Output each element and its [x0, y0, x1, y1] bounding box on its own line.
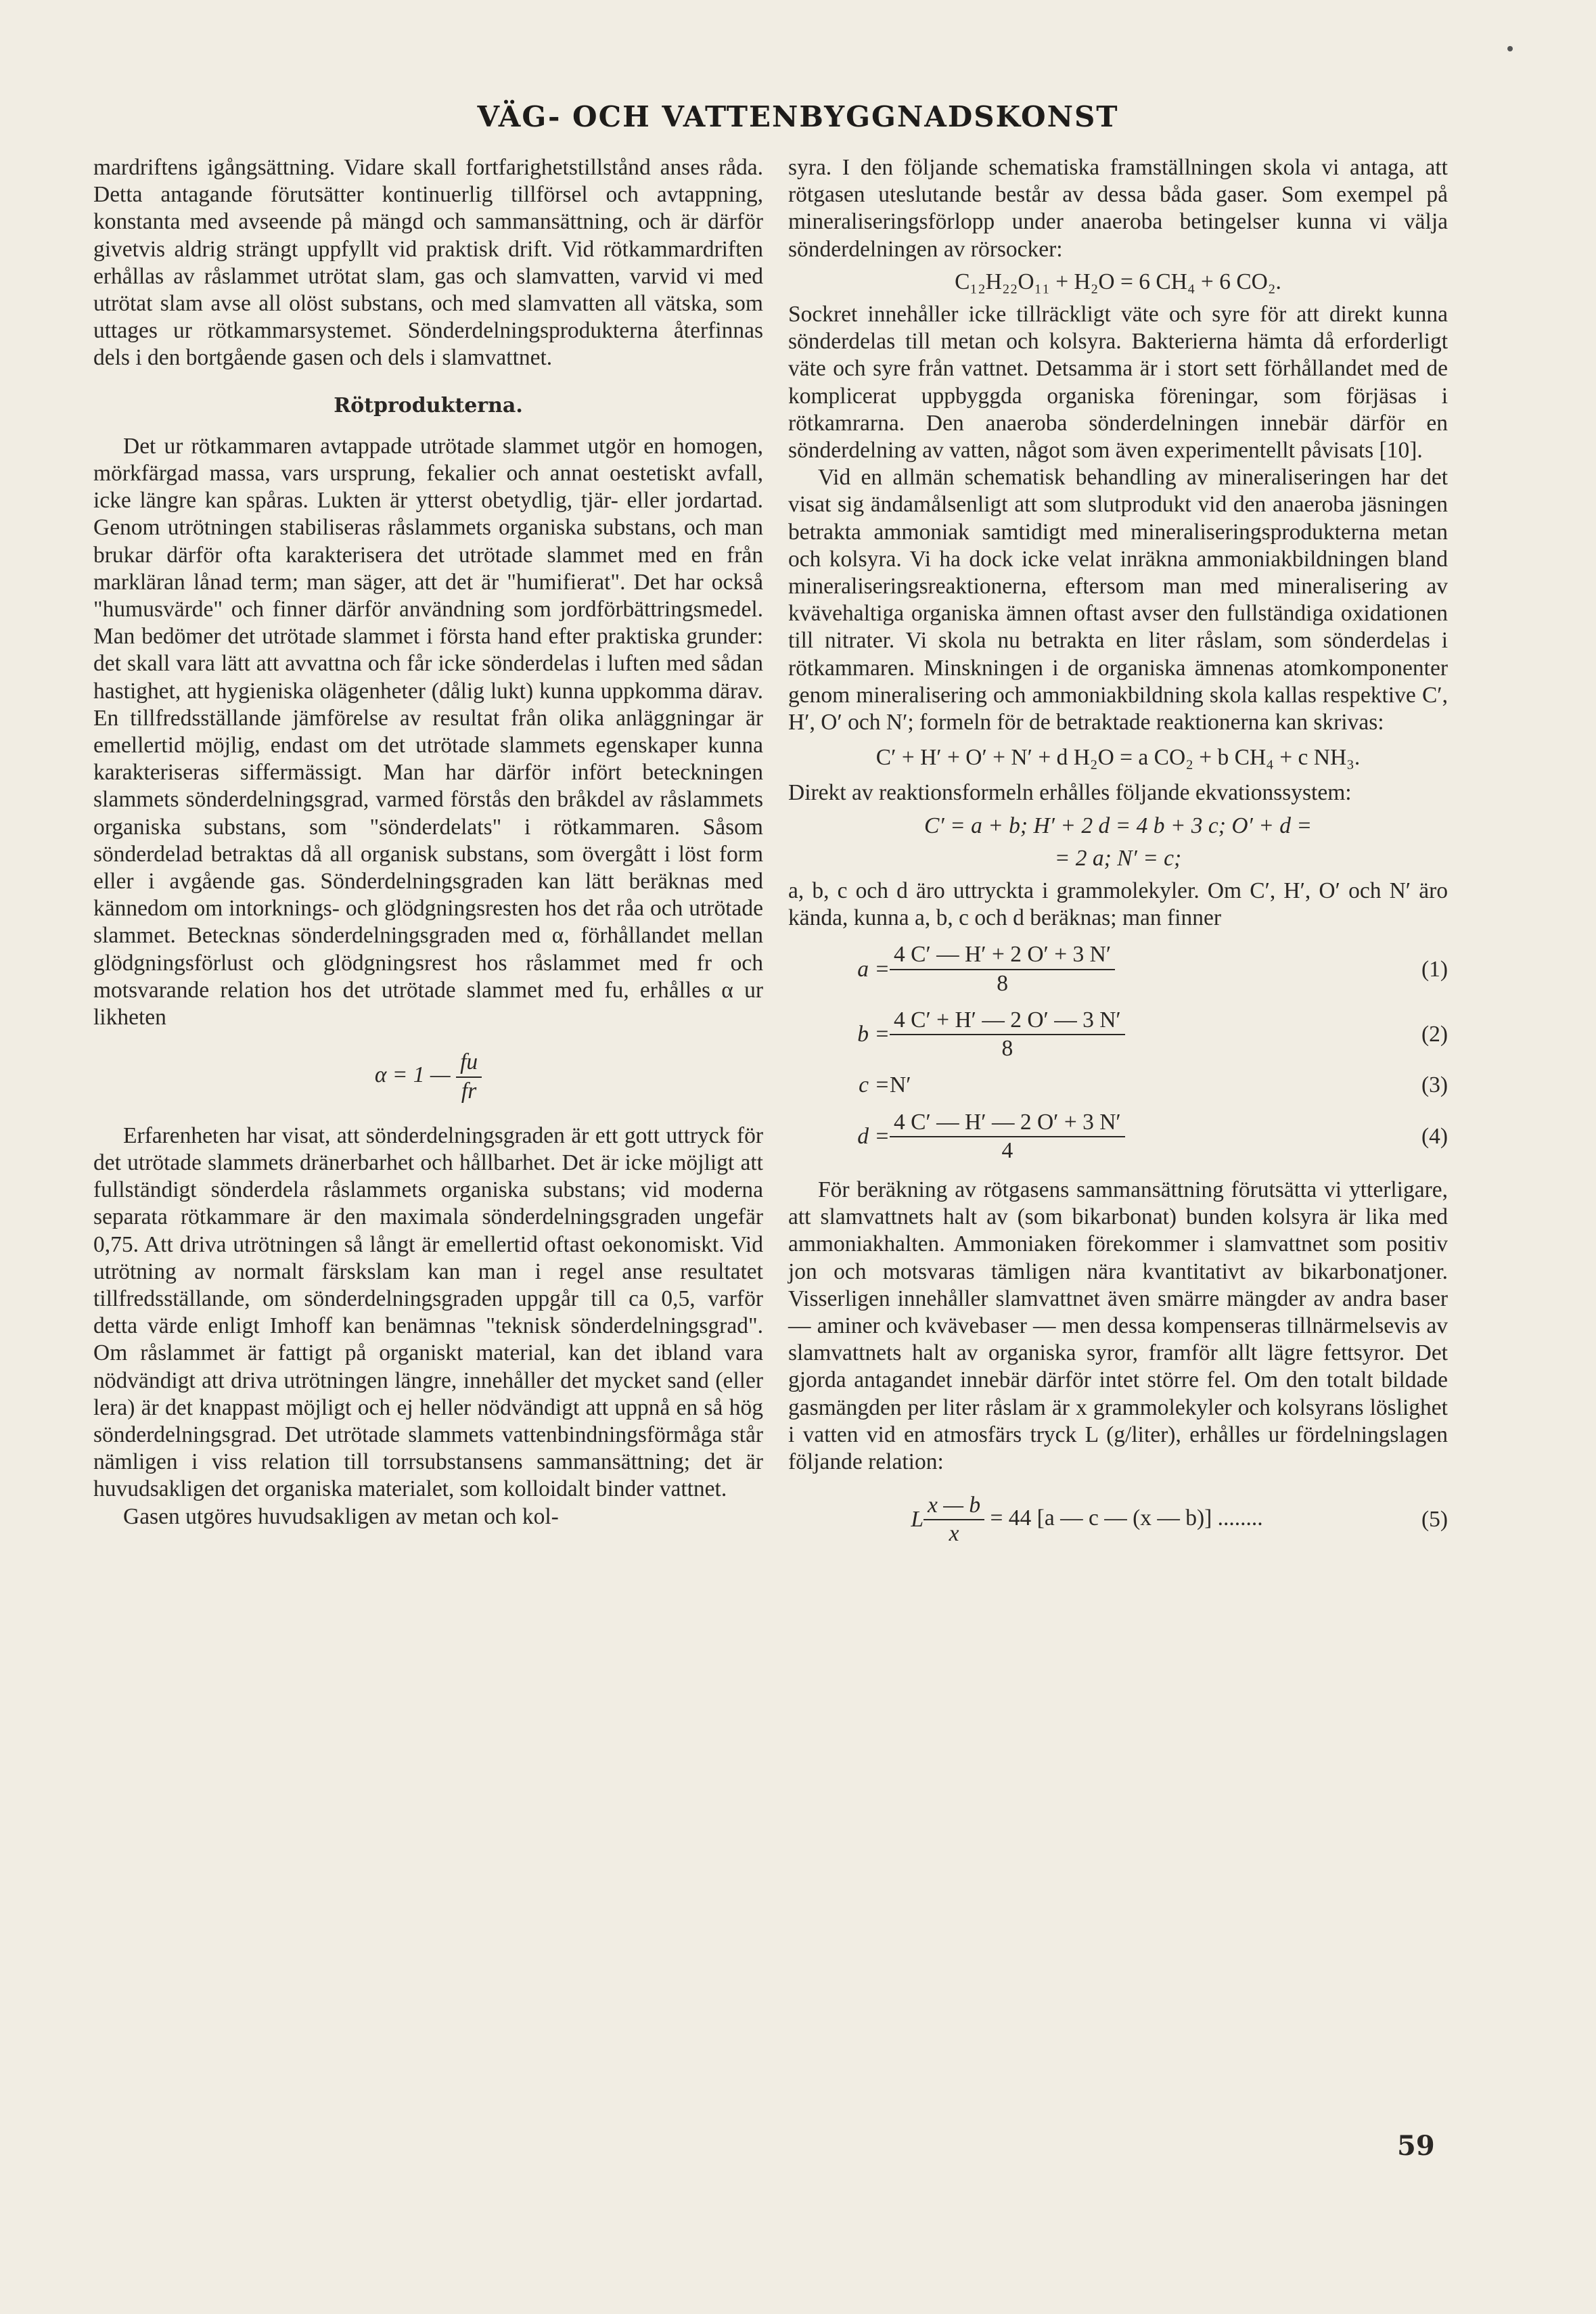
- right-column: [788, 154, 1448, 1558]
- equation-fraction: [890, 941, 1115, 997]
- paragraph: Direkt av reaktionsformeln erhålles följande ekvationssystem:: [788, 780, 1352, 806]
- paragraph: Gasen utgöres huvudsakligen av metan och kol-: [123, 1503, 559, 1529]
- equation-system-line1: C′ = a + b; H′ + 2 d = 4 b + 3 c; O′ + d =: [924, 813, 1312, 838]
- equation-system-line2: = 2 a; N′ = c;: [1054, 845, 1182, 871]
- equation-lhs: a =: [857, 956, 890, 982]
- equation-5: [788, 1492, 1448, 1547]
- fraction-numerator: 4 C′ — H′ + 2 O′ + 3 N′: [890, 941, 1115, 970]
- fraction-numerator: fu: [456, 1049, 482, 1077]
- paragraph: Erfarenheten har visat, att sönderdelningsgraden är ett gott uttryck för det utrötade slammets dränerbarhet och hållbarhet. Det är icke möjligt att fullständigt sönderdela råslammets organiska substans; vid moderna separata rötkammare är den maximala sönderdelningsgraden ungefär 0,75. Att driva utrötningen så långt är emellertid oftast oekonomiskt. Vid utrötning av normalt färskslam kan man i regel anse resultatet tillfredsställande, om sönderdelningsgraden uppgår till ca 0,5, varför detta värde enligt Imhoff kan benämnas "teknisk sönderdelningsgrad". Om råslammet är fattigt på organiskt material, kan det ibland vara nödvändigt att driva utrötningen längre, innehåller det mycket sand (eller lera) är det knappast möjligt och ej heller nödvändigt att uppnå en så hög sönderdelningsgrad. Det utrötade slammets vattenbindningsförmåga står nämligen i viss relation till torrsubstansens sammansättning; det är huvudsakligen det organiska materialet, som kolloidalt binder vattnet.: [93, 1122, 763, 1502]
- paragraph: mardriftens igångsättning. Vidare skall fortfarighetstillstånd anses råda. Detta antagande förutsätter kontinuerlig tillförsel och avtappning, konstanta med avseende på mängd och sammansättning, och är därför givetvis aldrig strängt uppfyllt vid praktisk drift. Vid rötkammardriften erhållas av råslammet utrötat slam, gas och slamvatten, varvid vi med utrötat slam avse all olöst substans, och med slamvatten all vätska, som uttages ur rötkammarsystemet. Sönderdelningsprodukterna återfinnas dels i den bortgående gasen och dels i slamvattnet.: [93, 155, 763, 371]
- equation-4: [788, 1109, 1448, 1164]
- section-heading: Rötprodukterna.: [334, 393, 523, 417]
- fraction-denominator: fr: [461, 1078, 477, 1104]
- page-number: 59: [1397, 2130, 1435, 2162]
- fraction-numerator: 4 C′ + H′ — 2 O′ — 3 N′: [890, 1007, 1125, 1035]
- ink-speck: [1507, 46, 1513, 51]
- fraction-numerator: 4 C′ — H′ — 2 O′ + 3 N′: [890, 1109, 1125, 1137]
- equation-alpha: [93, 1049, 763, 1104]
- equation-fraction: [890, 1007, 1125, 1062]
- equation-number: (3): [1421, 1072, 1448, 1098]
- paragraph: a, b, c och d äro uttryckta i grammolekyler. Om C′, H′, O′ och N′ äro kända, kunna a, b, c och d beräknas; man finner: [788, 878, 1448, 931]
- equation-reaction: C′ + H′ + O′ + N′ + d H₂O = a CO₂ + b CH₄ + c NH₃.: [875, 745, 1361, 771]
- paragraph: Det ur rötkammaren avtappade utrötade slammet utgör en homogen, mörkfärgad massa, vars ursprung, fekalier och annat oestetiskt avfall, icke längre kan spåras. Lukten är ytterst obetydlig, tjär- eller jordartad. Genom utrötningen stabiliseras råslammets organiska substans, och man brukar därför ofta karakterisera det utrötade slammet med en från markläran lånad term; man säger, att det är "humifierat". Det har också "humusvärde" och finner därför användning som jordförbättringsmedel. Man bedömer det utrötade slammet i första hand efter praktiska grunder: det skall vara lätt att avvattna och får icke sönderdelas i luften med sådan hastighet, att hygieniska olägenheter (dålig lukt) kunna uppkomma därav. En tillfredsställande jämförelse av resultat från olika anläggningar är emellertid möjlig, endast om det utrötade slammets egenskaper kunna karakteriseras siffermässigt. Man har därför infört beteckningen slammets sönderdelningsgrad, varmed förstås den bråkdel av råslammets organiska substans, som "sönderdelats" i rötkammaren. Såsom sönderdelad betraktas då all organisk substans, som övergått i löst form eller i avgående gas. Sönderdelningsgraden kan lätt beräknas med kännedom om intorknings- och glödgningsresten hos det råa och utrötade slammet. Betecknas sönderdelningsgraden med α, förhållandet mellan glödgningsförlust och glödgningsrest hos råslammet med fr och motsvarande relation hos det utrötade slammet med fu, erhålles α ur likheten: [93, 433, 763, 1030]
- equation-1: [788, 941, 1448, 997]
- equation-fraction: [890, 1109, 1125, 1164]
- fraction-numerator: x — b: [924, 1492, 984, 1520]
- paragraph: För beräkning av rötgasens sammansättning förutsätta vi ytterligare, att slamvattnets halt av (som bikarbonat) bunden kolsyra är lika med ammoniakhalten. Ammoniaken förekommer i slamvattnet som positiv jon och motsvaras tämligen nära kvantitativt av bikarbonatjoner. Visserligen innehåller slamvattnet även smärre mängder av andra baser — aminer och kvävebaser — men dessa kompenseras tillnärmelsevis av slamvattnets halt av organiska syror, framför allt lägre fettsyror. Det gjorda antagandet innebär därför intet större fel. Om den totalt bildade gasmängden per liter råslam är x grammolekyler och kolsyrans löslighet i vatten vid en atmosfärs tryck L (g/liter), erhålles ur fördelningslagen följande relation:: [788, 1177, 1448, 1474]
- equation-rhs: N′: [890, 1072, 911, 1098]
- equation-number: (4): [1421, 1123, 1448, 1149]
- left-column: [93, 154, 763, 1530]
- equation-lhs: α = 1 —: [374, 1062, 451, 1088]
- equation-sugar: C₁₂H₂₂O₁₁ + H₂O = 6 CH₄ + 6 CO₂.: [955, 269, 1281, 294]
- paragraph: Vid en allmän schematisk behandling av mineraliseringen har det visat sig ändamålsenligt att som slutprodukt vid den anaeroba jäsningen betrakta ammoniak samtidigt med mineraliseringsprodukterna metan och kolsyra. Vi ha dock icke velat inräkna ammoniakbildningen bland mineraliseringsreaktionerna, eftersom man med mineralisering av kvävehaltiga organiska ämnen oftast avser den fullständiga oxidationen till nitrater. Vi skola nu betrakta en liter råslam, som sönderdelas i rötkammaren. Minskningen i de organiska ämnenas atomkomponenter genom mineralisering och ammoniakbildning skola kallas respektive C′, H′, O′ och N′; formeln för de betraktade reaktionerna kan skrivas:: [788, 465, 1448, 735]
- fraction-denominator: 8: [997, 970, 1008, 996]
- running-header: VÄG- OCH VATTENBYGGNADSKONST: [477, 100, 1119, 133]
- equation-lhs: d =: [857, 1123, 890, 1149]
- equation-number: (5): [1421, 1507, 1448, 1533]
- equation-fraction: [456, 1049, 482, 1104]
- paragraph: syra. I den följande schematiska framställningen skola vi antaga, att rötgasen uteslutande består av dessa båda gaser. Som exempel på mineraliseringsförlopp under anaeroba betingelser kunna vi välja sönderdelningen av rörsocker:: [788, 155, 1448, 262]
- fraction-denominator: x: [949, 1521, 959, 1547]
- equation-rhs: = 44 [a — c — (x — b)] ........: [990, 1505, 1263, 1531]
- paragraph: Sockret innehåller icke tillräckligt väte och syre för att direkt kunna sönderdelas till metan och kolsyra. Bakterierna hämta då erforderligt väte och syre från vattnet. Detsamma är i stort sett förhållandet med de komplicerat uppbyggda organiska föreningar, som förjäsas i rötkamrarna. Den anaeroba sönderdelningen innebär därför en sönderdelning av vatten, något som även experimentellt påvisats [10].: [788, 302, 1448, 463]
- equation-lhs: b =: [857, 1021, 890, 1047]
- fraction-denominator: 4: [1001, 1137, 1013, 1163]
- equation-lhs: L: [911, 1507, 924, 1533]
- equation-lhs: c =: [859, 1072, 890, 1098]
- equation-3: [788, 1072, 1448, 1099]
- fraction-denominator: 8: [1001, 1036, 1013, 1062]
- equation-number: (2): [1421, 1021, 1448, 1047]
- equation-fraction: [924, 1492, 984, 1547]
- equation-2: [788, 1007, 1448, 1062]
- equation-number: (1): [1421, 956, 1448, 982]
